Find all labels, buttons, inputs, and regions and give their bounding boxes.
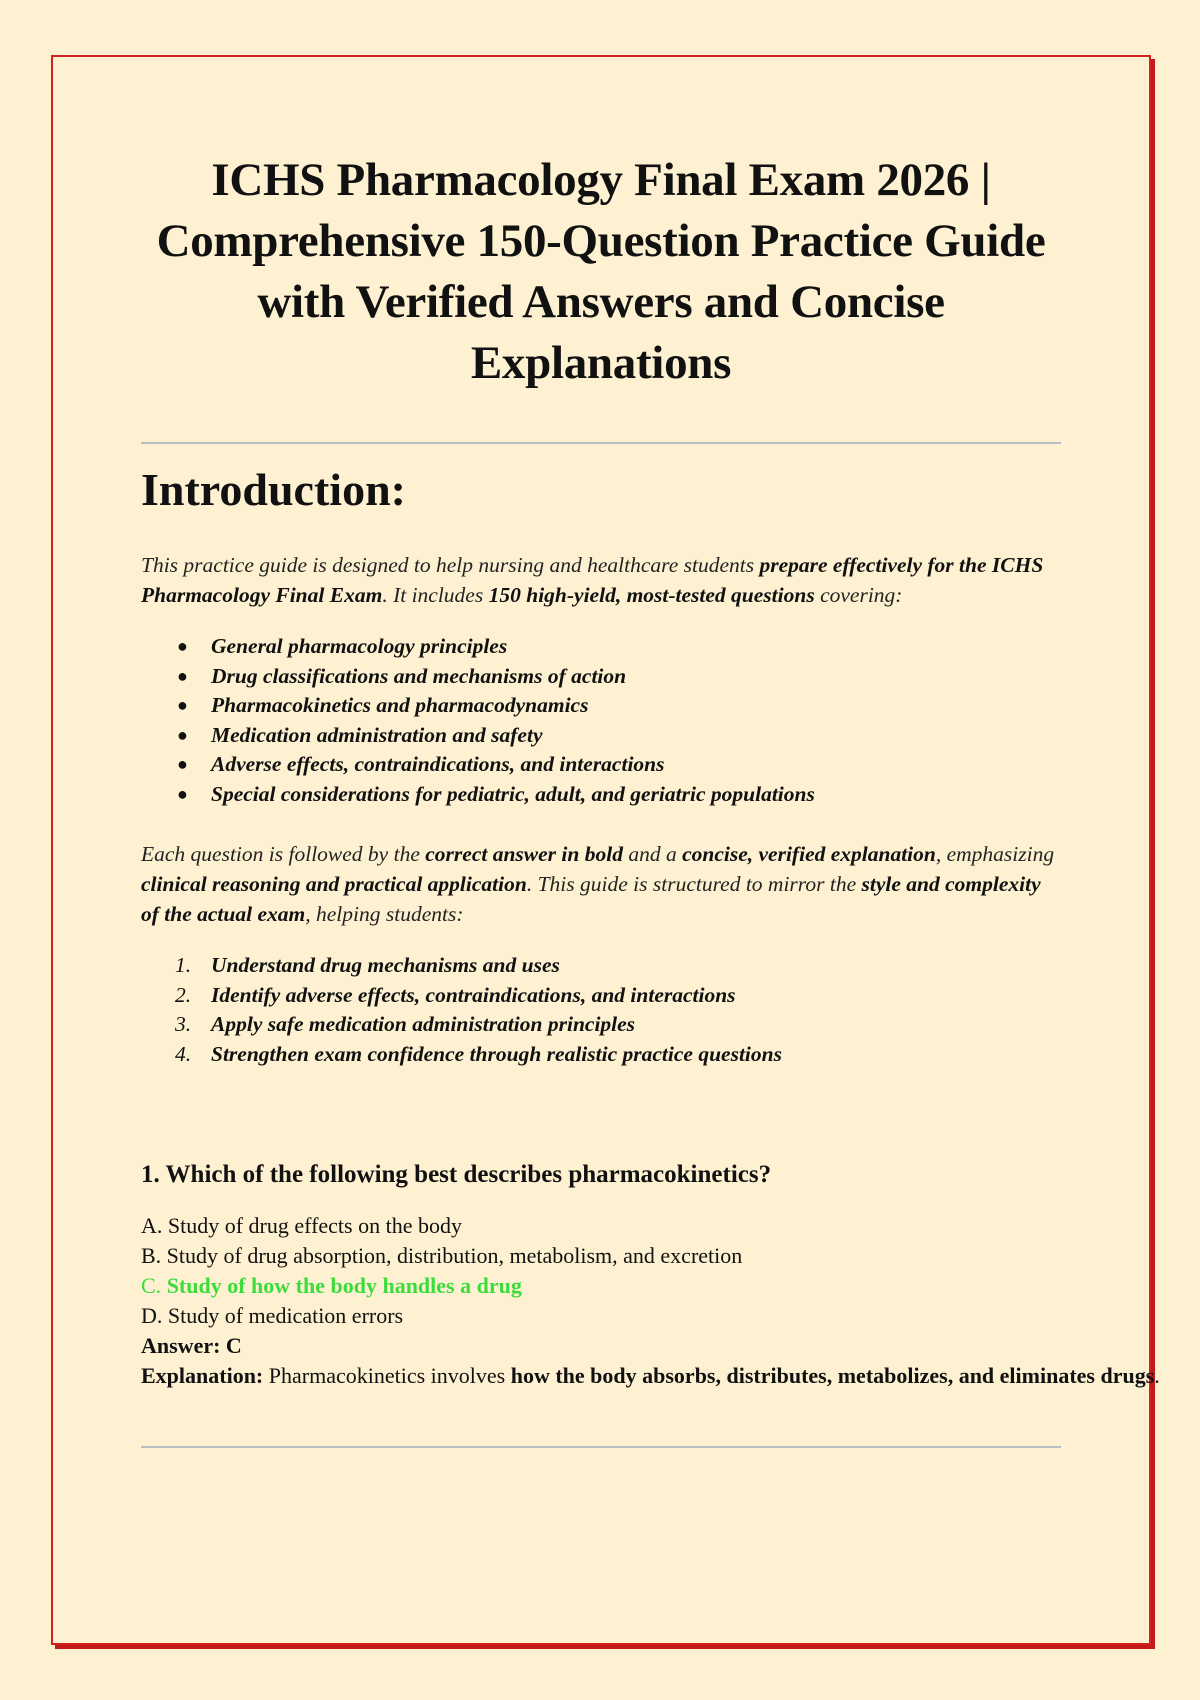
intro-heading: Introduction: [141,464,406,515]
title-line-4: Explanations [470,337,732,389]
explanation-label: Explanation: [141,1363,264,1388]
list-item [177,662,1061,692]
guide-description [141,839,1061,929]
bullet-icon: ● [177,636,188,656]
list-number: 3. [175,1012,192,1036]
list-item [175,1040,1061,1070]
list-item-text: Special considerations for pediatric, adult, and geriatric populations [211,781,815,806]
goals-list [141,951,1061,1069]
list-number: 4. [175,1041,192,1066]
option-a: A. Study of drug effects on the body [141,1213,462,1238]
list-item [177,632,1061,662]
guide-text: and a [622,842,683,866]
list-item-text: Adverse effects, contraindications, and interactions [211,752,665,776]
guide-text: , emphasizing [935,842,1055,866]
guide-bold-text: concise, verified explanation [682,842,936,866]
question-stem: 1. Which of the following best describes pharmacokinetics? [141,1161,772,1188]
explanation-text: Pharmacokinetics involves [263,1363,511,1388]
list-item [175,981,1061,1011]
option-c-text: Study of how the body handles a drug [166,1273,522,1298]
list-item [175,1010,1061,1040]
list-item [177,691,1061,721]
explanation [141,1361,1160,1391]
list-item [175,951,1061,981]
intro-text: . It includes [382,583,489,607]
list-item-text: Strengthen exam confidence through realistic practice questions [211,1041,782,1066]
list-item [177,780,1061,810]
intro-text: covering: [814,583,903,607]
document-title [141,150,1061,394]
intro-bold-text: 150 high-yield, most-tested questions [488,583,815,607]
bullet-icon: ● [177,783,188,804]
list-item-text: Medication administration and safety [211,722,543,747]
list-item-text: Apply safe medication administration principles [211,1012,636,1036]
title-line-1: ICHS Pharmacology Final Exam 2026 | [211,154,991,206]
intro-text: This practice guide is designed to help nursing and healthcare students [141,553,760,577]
title-line-2: Comprehensive 150-Question Practice Guide [156,215,1046,267]
list-item-text: Drug classifications and mechanisms of action [211,663,627,688]
guide-bold-text: clinical reasoning and practical application [141,872,527,896]
answer-key: Answer: C [141,1333,242,1358]
list-item [177,721,1061,751]
list-item-text: Understand drug mechanisms and uses [211,953,560,977]
bullet-icon: ● [177,724,188,745]
guide-bold-text: correct answer in bold [425,842,623,866]
list-item-text: General pharmacology principles [211,634,508,658]
title-line-3: with Verified Answers and Concise [257,276,945,328]
list-number: 2. [175,982,192,1007]
guide-bold-text: style and complexity of the actual exam [141,872,1041,926]
intro-bold-text: prepare effectively for the ICHS Pharmacology Final Exam [141,553,1044,607]
divider-top [141,442,1061,444]
guide-text: , helping students: [305,902,464,926]
option-c-prefix: C. [141,1273,167,1298]
divider-bottom [141,1446,1061,1448]
option-c-correct [141,1271,1061,1301]
intro-paragraph [141,550,1061,610]
option-d: D. Study of medication errors [141,1303,404,1328]
bullet-icon: ● [177,695,188,715]
guide-text: Each question is followed by the [141,842,426,866]
list-number: 1. [175,953,192,977]
document-body [141,150,1160,1448]
bullet-icon: ● [177,754,188,774]
option-b: B. Study of drug absorption, distribution, metabolism, and excretion [141,1243,743,1268]
explanation-bold-text: how the body absorbs, distributes, metabolizes, and eliminates drugs [510,1363,1155,1388]
list-item [177,750,1061,780]
topic-list [141,632,1061,809]
answer-options [141,1211,1160,1391]
bullet-icon: ● [177,665,188,686]
list-item-text: Pharmacokinetics and pharmacodynamics [211,693,589,717]
explanation-text: . [1154,1363,1160,1388]
guide-text: . This guide is structured to mirror the [526,872,862,896]
list-item-text: Identify adverse effects, contraindications, and interactions [211,982,736,1007]
